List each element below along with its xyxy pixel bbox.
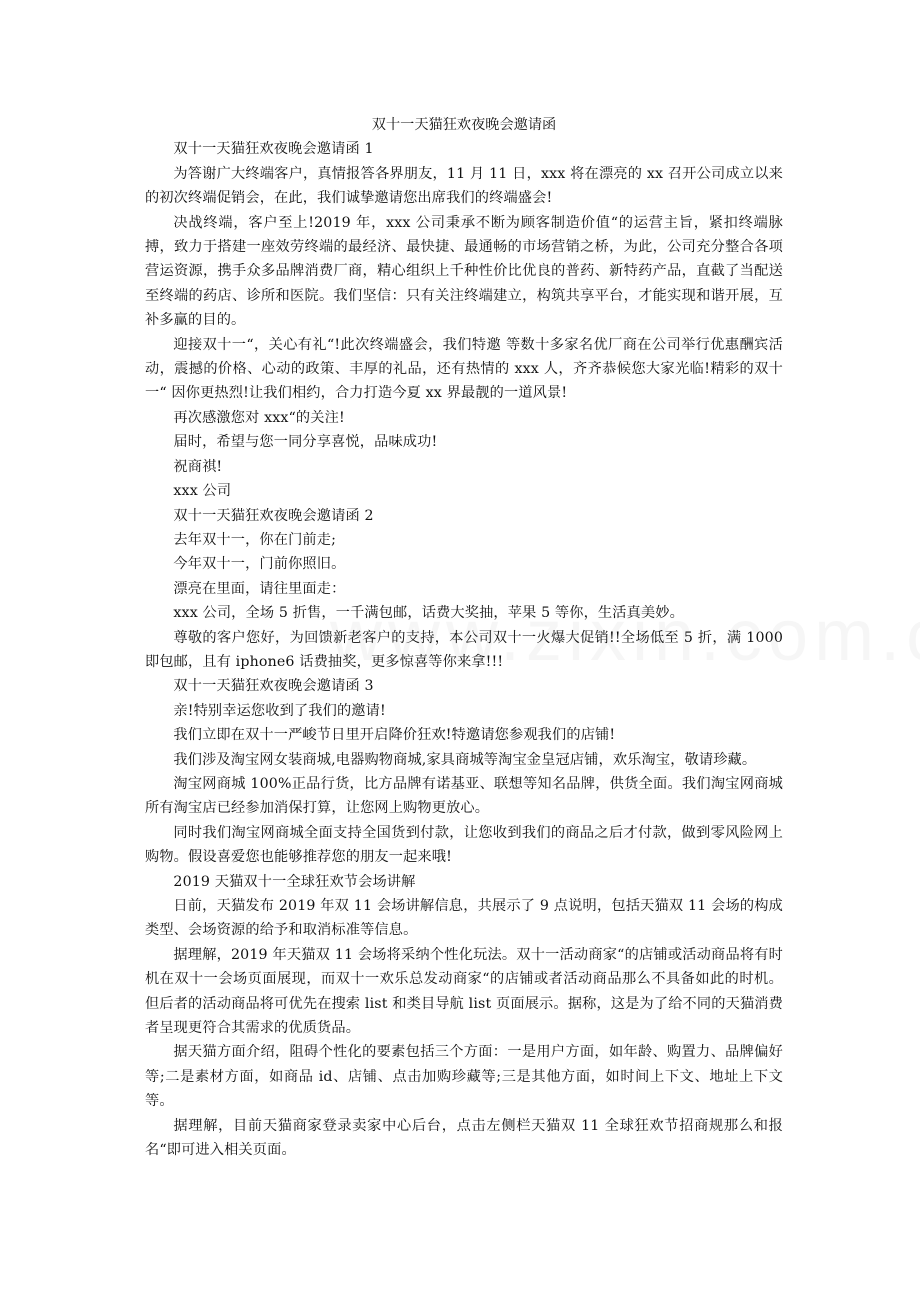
paragraph: 据理解，2019 年天猫双 11 会场将采纳个性化玩法。双十一活动商家“的店铺或活动商品将有时机在双十一会场页面展现，而双十一欢乐总发动商家“的店铺或者活动商品那么不具备如此的时机。但后者的活动商品将可优先在搜索 list 和类目导航 list 页面展示。据称，这是为了给不同的天猫消费者呈现更符合其需求的优质货品。 — [145, 946, 783, 1037]
paragraph: 漂亮在里面，请往里面走： — [173, 580, 346, 597]
paragraph: 日前，天猫发布 2019 年双 11 会场讲解信息，共展示了 9 点说明，包括天猫双 11 会场的构成类型、会场资源的给予和取消标准等信息。 — [145, 898, 783, 939]
paragraph: xxx 公司，全场 5 折售，一千满包邮，话费大奖抽，苹果 5 等你，生活真美妙。 — [173, 605, 684, 622]
paragraph: 决战终端，客户至上!2019 年，xxx 公司秉承不断为顾客制造价值“的运营主旨，紧扣终端脉搏，致力于搭建一座效劳终端的最经济、最快捷、最通畅的市场营销之桥，为此，公司充分整合各项营运资源，携手众多品牌消费厂商，精心组织上千种性价比优良的普药、新特药产品，直截了当配送至终端的药店、诊所和医院。我们坚信：只有关注终端建立，构筑共享平台，才能实现和谐开展，互补多赢的目的。 — [145, 214, 783, 329]
document-title: 双十一天猫狂欢夜晚会邀请函 — [371, 117, 557, 133]
paragraph: 再次感激您对 xxx“的关注! — [173, 409, 345, 426]
paragraph: 届时，希望与您一同分享喜悦，品味成功! — [173, 434, 438, 451]
paragraph: 为答谢广大终端客户，真情报答各界朋友，11 月 11 日，xxx 将在漂亮的 xx 召开公司成立以来的初次终端促销会，在此，我们诚挚邀请您出席我们的终端盛会! — [145, 165, 783, 207]
document-page — [145, 113, 783, 1162]
paragraph: 双十一天猫狂欢夜晚会邀请函 2 — [173, 507, 374, 524]
paragraph: 迎接双十一“，关心有礼“!此次终端盛会，我们特邀 等数十多家名优厂商在公司举行优惠酬宾活动，震撼的价格、心动的政策、丰厚的礼品，还有热情的 xxx 人，齐齐恭候您大家光临!精彩的双十一“ 因你更热烈!让我们相约，合力打造今夏 xx 界最靓的一道风景! — [145, 336, 783, 402]
paragraph: 去年双十一，你在门前走; — [173, 531, 337, 548]
paragraph: 双十一天猫狂欢夜晚会邀请函 1 — [173, 141, 374, 158]
paragraph: 据理解，目前天猫商家登录卖家中心后台，点击左侧栏天猫双 11 全球狂欢节招商规那么和报名“即可进入相关页面。 — [145, 1117, 783, 1159]
paragraph: 我们涉及淘宝网女装商城,电器购物商城,家具商城等淘宝金皇冠店铺，欢乐淘宝，敬请珍藏。 — [173, 751, 757, 768]
paragraph: 亲!特别幸运您收到了我们的邀请! — [173, 702, 386, 719]
paragraph: 双十一天猫狂欢夜晚会邀请函 3 — [173, 678, 374, 695]
paragraph: 淘宝网商城 100%正品行货，比方品牌有诺基亚、联想等知名品牌，供货全面。我们淘宝网商城所有淘宝店已经参加消保打算，让您网上购物更放心。 — [145, 775, 783, 817]
paragraph: 我们立即在双十一严峻节日里开启降价狂欢!特邀请您参观我们的店铺! — [173, 727, 616, 744]
paragraph: 同时我们淘宝网商城全面支持全国货到付款，让您收到我们的商品之后才付款，做到零风险网上购物。假设喜爱您也能够推荐您的朋友一起来哦! — [145, 824, 783, 866]
paragraph: xxx 公司 — [173, 483, 232, 500]
paragraph: 据天猫方面介绍，阻碍个性化的要素包括三个方面：一是用户方面，如年龄、购置力、品牌偏好等;二是素材方面，如商品 id、店铺、点击加购珍藏等;三是其他方面，如时间上下文、地址上下文等。 — [145, 1044, 783, 1110]
paragraph: 今年双十一，门前你照旧。 — [173, 556, 346, 573]
paragraph: 2019 天猫双十一全球狂欢节会场讲解 — [173, 873, 416, 890]
paragraph: 祝商祺! — [173, 458, 223, 475]
paragraph: 尊敬的客户您好，为回馈新老客户的支持，本公司双十一火爆大促销!!全场低至 5 折，满 1000 即包邮，且有 iphone6 话费抽奖，更多惊喜等你来拿!!! — [145, 629, 783, 670]
